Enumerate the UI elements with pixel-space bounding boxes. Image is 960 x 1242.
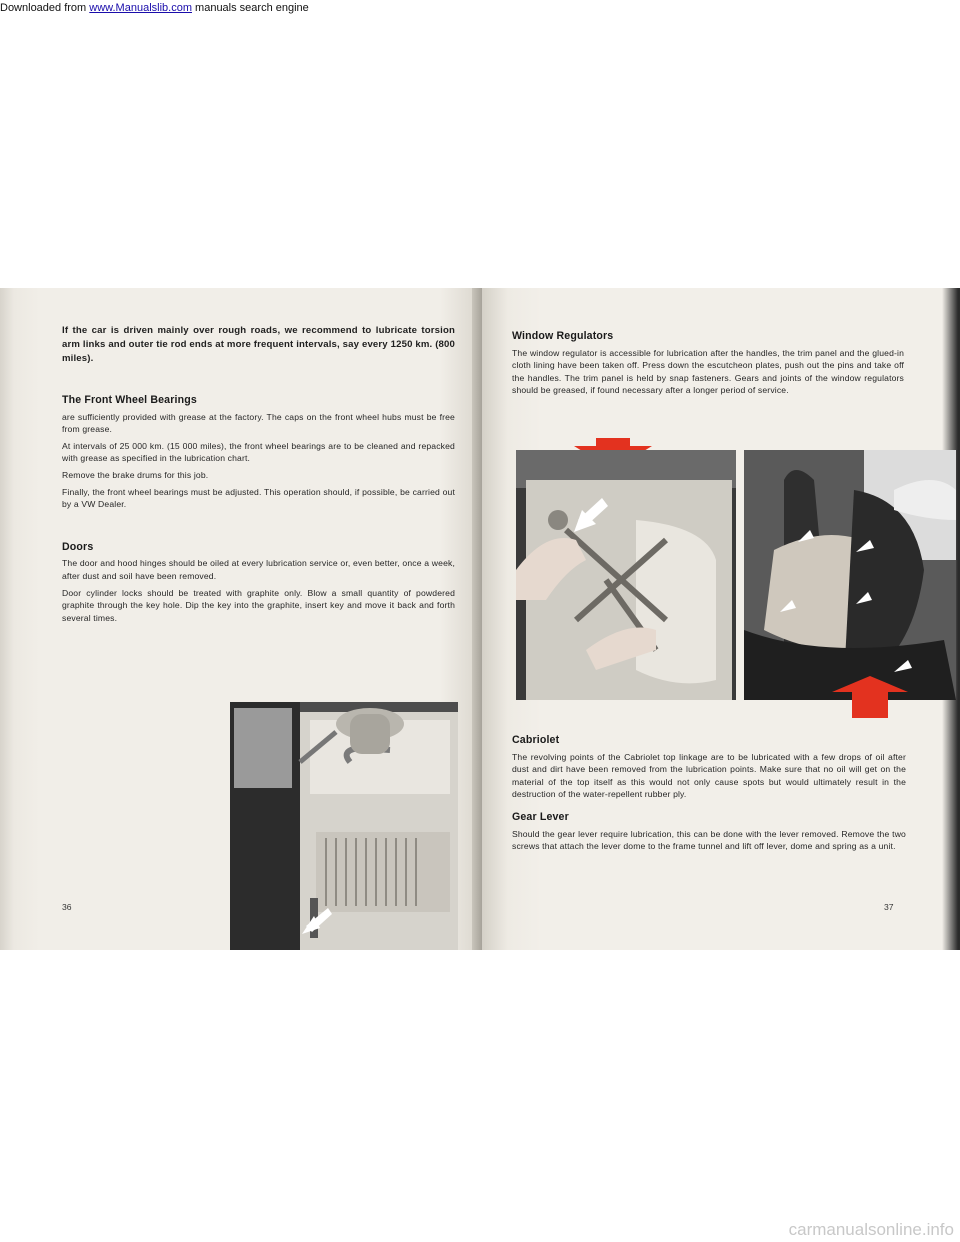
right-page-number: 37 — [884, 902, 894, 912]
window-text-block — [512, 330, 904, 401]
heading-window-regulators: Window Regulators — [512, 330, 614, 342]
red-pointer-bottom-icon — [832, 676, 908, 718]
window-p1: The window regulator is accessible for lubrication after the handles, the trim panel and the glued-in cloth lining have been taken off. Press down the escutcheon plates, push out the pins and take off the handles. The trim panel is held by snap fasteners. Gears and joints of the window regulators should be greased, if found necessary after a longer period of service. — [512, 347, 904, 396]
left-text-block — [62, 324, 455, 628]
watermark: carmanualsonline.info — [788, 1220, 954, 1239]
cabriolet-top-illustration — [744, 450, 956, 700]
gear-p1: Should the gear lever require lubrication, this can be done with the lever removed. Remove the two screws that attach the lever dome to the frame tunnel and lift off lever, dome and spring as a unit. — [512, 828, 906, 852]
front-wheel-p3: Remove the brake drums for this job. — [62, 469, 209, 480]
book-spread — [0, 288, 960, 950]
door-lock-photo — [230, 702, 458, 950]
banner-prefix: Downloaded from — [0, 2, 90, 14]
lower-text-block — [512, 734, 906, 857]
download-banner — [0, 0, 960, 16]
doors-p1: The door and hood hinges should be oiled at every lubrication service or, even better, once a week, after dust and soil have been removed. — [62, 558, 455, 581]
manualslib-link[interactable]: www.Manualslib.com — [89, 2, 192, 14]
lead-paragraph: If the car is driven mainly over rough roads, we recommend to lubricate torsion arm links and outer tie rod ends at more frequent intervals, say every 1250 km. (800 miles). — [62, 325, 455, 364]
cabriolet-p1: The revolving points of the Cabriolet top linkage are to be lubricated with a few drops of oil after dust and dirt have been removed from the lubrication points. Make sure that no oil will get on the material of the top itself as this would not only cause spots but would ultimately result in the destruction of the water-repellent rubber ply. — [512, 751, 906, 800]
front-wheel-p4: Finally, the front wheel bearings must be adjusted. This operation should, if possible, be carried out by a VW Dealer. — [62, 486, 455, 510]
doors-p2: Door cylinder locks should be treated with graphite only. Blow a small quantity of powdered graphite through the key hole. Dip the key into the graphite, insert key and move it back and forth several times. — [62, 587, 455, 623]
right-page — [482, 288, 960, 950]
heading-cabriolet: Cabriolet — [512, 734, 560, 746]
door-lock-illustration — [230, 702, 458, 950]
window-regulator-illustration — [516, 450, 736, 700]
heading-gear-lever: Gear Lever — [512, 810, 569, 823]
left-page — [0, 288, 482, 950]
heading-doors: Doors — [62, 540, 94, 553]
heading-front-wheel: The Front Wheel Bearings — [62, 394, 197, 406]
window-regulator-photo — [516, 450, 736, 700]
cabriolet-top-photo — [744, 450, 956, 700]
front-wheel-p1: are sufficiently provided with grease at the factory. The caps on the front wheel hubs must be free from grease. — [62, 411, 455, 435]
banner-suffix: manuals search engine — [191, 2, 309, 14]
front-wheel-p2: At intervals of 25 000 km. (15 000 miles), the front wheel bearings are to be cleaned and repacked with grease as specified in the lubrication chart. — [62, 440, 455, 464]
left-page-number: 36 — [62, 902, 72, 912]
